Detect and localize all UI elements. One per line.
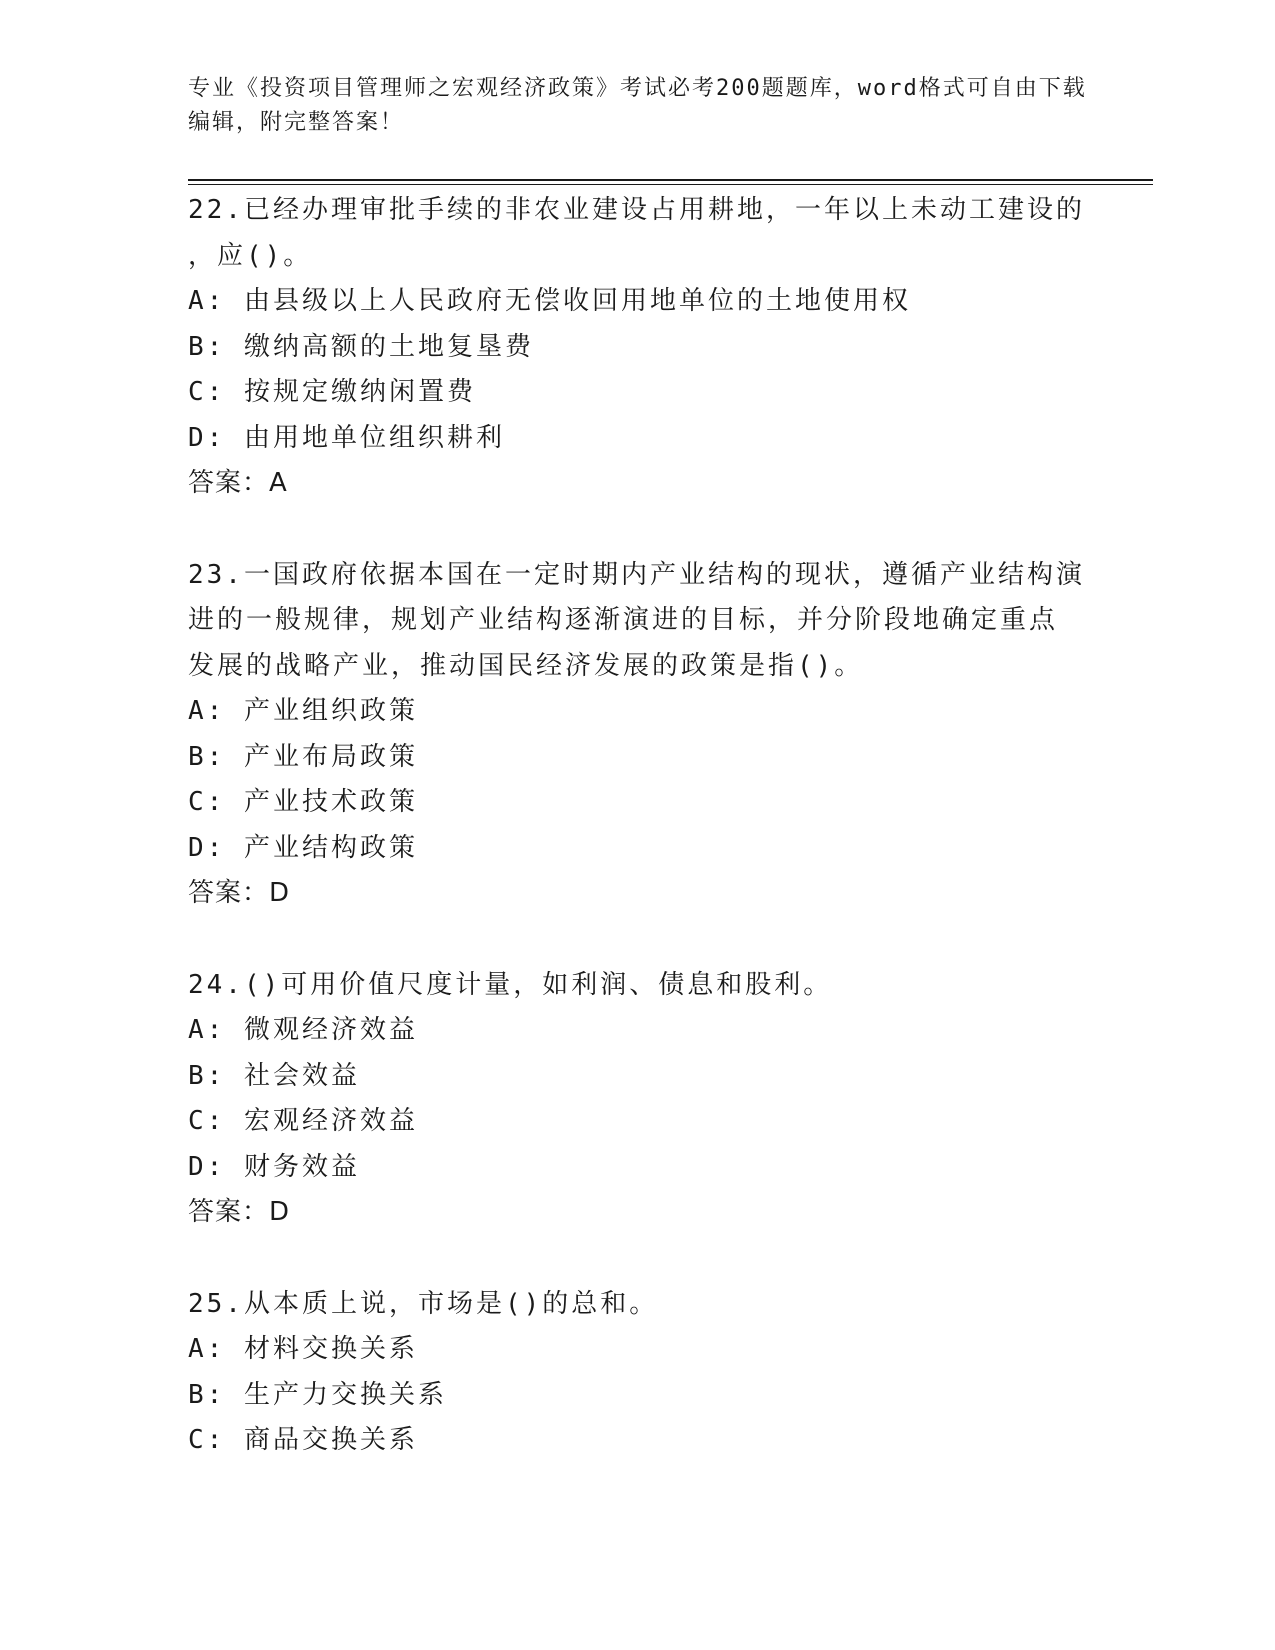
question-list bbox=[188, 188, 1088, 1510]
answer-line: 答案：A bbox=[188, 468, 288, 498]
option-c: C: 按规定缴纳闲置费 bbox=[188, 377, 476, 407]
question-22 bbox=[188, 188, 1088, 507]
option-a: A: 产业组织政策 bbox=[188, 696, 418, 726]
option-d: D: 由用地单位组织耕利 bbox=[188, 422, 505, 453]
question-23 bbox=[188, 553, 1088, 917]
option-d: D: 产业结构政策 bbox=[188, 832, 418, 863]
option-b: B: 产业布局政策 bbox=[188, 741, 418, 772]
header-divider-thin bbox=[188, 184, 1153, 185]
document-header: 专业《投资项目管理师之宏观经济政策》考试必考200题题库，word格式可自由下载编辑，附完整答案！ bbox=[188, 76, 1087, 135]
answer-line: 答案：D bbox=[188, 1197, 291, 1227]
option-c: C: 产业技术政策 bbox=[188, 787, 418, 817]
option-c: C: 宏观经济效益 bbox=[188, 1106, 418, 1136]
question-stem: 22.已经办理审批手续的非农业建设占用耕地，一年以上未动工建设的 ，应()。 bbox=[188, 195, 1085, 271]
option-b: B: 社会效益 bbox=[188, 1060, 360, 1091]
question-24 bbox=[188, 963, 1088, 1236]
question-stem: 23.一国政府依据本国在一定时期内产业结构的现状，遵循产业结构演 进的一般规律，规划产业结构逐渐演进的目标，并分阶段地确定重点 发展的战略产业，推动国民经济发展的政策是指()。 bbox=[188, 559, 1085, 681]
answer-line: 答案：D bbox=[188, 878, 291, 908]
question-stem: 24.()可用价值尺度计量，如利润、债息和股利。 bbox=[188, 969, 833, 1000]
option-c: C: 商品交换关系 bbox=[188, 1425, 418, 1455]
option-a: A: 微观经济效益 bbox=[188, 1015, 418, 1045]
question-25 bbox=[188, 1282, 1088, 1464]
option-d: D: 财务效益 bbox=[188, 1151, 360, 1182]
option-b: B: 生产力交换关系 bbox=[188, 1379, 447, 1410]
option-a: A: 由县级以上人民政府无偿收回用地单位的土地使用权 bbox=[188, 286, 911, 316]
question-stem: 25.从本质上说，市场是()的总和。 bbox=[188, 1288, 659, 1319]
option-b: B: 缴纳高额的土地复垦费 bbox=[188, 331, 534, 362]
option-a: A: 材料交换关系 bbox=[188, 1334, 418, 1364]
header-divider-thick bbox=[188, 179, 1153, 181]
